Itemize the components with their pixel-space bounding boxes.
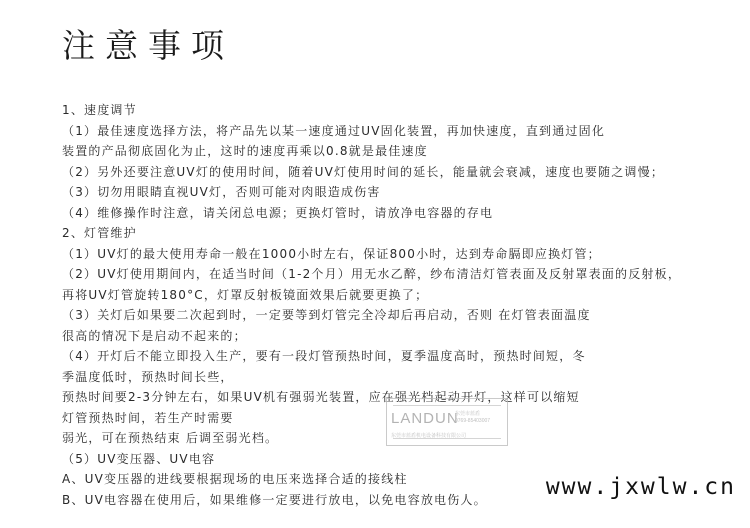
text-line: A、UV变压器的进线要根据现场的电压来选择合适的接线柱 [62, 472, 408, 486]
text-line: （1）UV灯的最大使用寿命一般在1000小时左右，保证800小时，达到寿命膈即应换灯管； [62, 246, 601, 261]
watermark-small-line: 东莞市蓝盾 [455, 411, 481, 417]
site-watermark-url: www.jxwlw.cn [545, 474, 736, 500]
document-body [62, 100, 732, 510]
text-line: 很高的情况下是启动不起来的； [62, 328, 247, 343]
text-line: （4）开灯后不能立即投入生产，要有一段灯管预热时间，夏季温度高时，预热时间短，冬 [62, 349, 586, 363]
text-line: （2）UV灯使用期间内，在适当时间（1-2个月）用无水乙醉，纱布清洁灯管表面及反射罩表面的反射板， [62, 267, 682, 281]
text-line: B、UV电容器在使用后，如果维修一定要进行放电，以免电容放电伤人。 [62, 492, 487, 507]
text-line: （2）另外还要注意UV灯的使用时间，随着UV灯使用时间的延长，能量就会衰减，速度也要随之调慢； [62, 164, 665, 179]
text-line: 再将UV灯管旋转180°C，灯罩反射板镜面效果后就要更换了； [62, 287, 429, 302]
text-line: （3）关灯后如果要二次起到时，一定要等到灯管完全冷却后再启动，否则 在灯管表面温度 [62, 308, 591, 322]
watermark-small-line: 0769-85403007 [455, 418, 491, 424]
text-line: （1）最佳速度选择方法，将产品先以某一速度通过UV固化装置，再加快速度，直到通过固化 [62, 123, 606, 138]
text-line: （4）维修操作时注意，请关闭总电源；更换灯管时，请放净电容器的存电 [62, 205, 494, 220]
text-line: 预热时间要2-3分钟左右，如果UV机有强弱光装置，应在强光档起动开灯，这样可以缩短 [62, 390, 580, 404]
watermark-company: 东莞市蓝盾机电设备科技有限公司 [391, 433, 467, 439]
text-line: 灯管预热时间，若生产时需要 [62, 410, 234, 425]
page-title: 注意事项 [62, 26, 234, 65]
watermark-brand: LANDUN [391, 410, 459, 427]
text-line: （3）切勿用眼睛直视UV灯，否则可能对肉眼造成伤害 [62, 185, 381, 199]
text-line: 装置的产品彻底固化为止，这时的速度再乘以0.8就是最佳速度 [62, 144, 428, 158]
section-heading: 2、灯管维护 [62, 226, 137, 240]
text-line: 季温度低时，预热时间长些， [62, 369, 234, 384]
landun-watermark-logo [386, 398, 508, 446]
watermark-small-text [455, 411, 490, 425]
text-line: （5）UV变压器、UV电容 [62, 451, 216, 466]
section-heading: 1、速度调节 [62, 103, 137, 117]
text-line: 弱光，可在预热结束 后调至弱光档。 [62, 431, 279, 445]
